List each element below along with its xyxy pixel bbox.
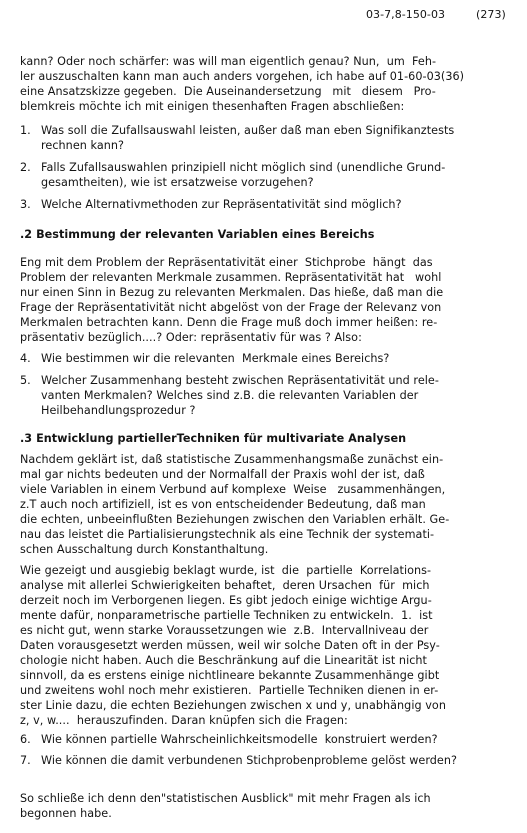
paragraph-line: Problem der relevanten Merkmale zusammen. Repräsentativität hat wohl — [20, 271, 442, 284]
paragraph-line: Wie gezeigt und ausgiebig beklagt wurde, ist die partielle Korrelations- — [20, 564, 432, 577]
question-number: 4. — [20, 352, 31, 365]
question-text: gesamtheiten), wie ist ersatzweise vorzugehen? — [41, 176, 314, 189]
question-number: 6. — [20, 733, 31, 746]
paragraph-line: schen Ausschaltung durch Konstanthaltung. — [20, 543, 269, 556]
question-text: Wie bestimmen wir die relevanten Merkmale eines Bereichs? — [41, 352, 390, 365]
paragraph-line: chologie nicht haben. Auch die Beschränkung auf die Linearität ist nicht — [20, 654, 427, 667]
closing-line: begonnen habe. — [20, 807, 112, 820]
paragraph-line: die echten, unbeeinflußten Beziehungen zwischen den Variablen erhält. Ge- — [20, 513, 450, 526]
paragraph-line: Frage der Repräsentativität nicht abgelöst von der Frage der Relevanz von — [20, 301, 442, 314]
paragraph-line: mal gar nichts bedeuten und der Normalfall der Praxis wohl der ist, daß — [20, 468, 425, 481]
intro-line: blemkreis möchte ich mit einigen thesenhaften Fragen abschließen: — [20, 100, 405, 113]
closing-line: So schließe ich denn den"statistischen Ausblick" mit mehr Fragen als ich — [20, 792, 431, 805]
paragraph-line: nur einen Sinn in Bezug zu relevanten Merkmalen. Das hieße, daß man die — [20, 286, 444, 299]
paragraph-line: Eng mit dem Problem der Repräsentativität einer Stichprobe hängt das — [20, 256, 433, 269]
paragraph-line: präsentativ bezüglich....? Oder: repräsentativ für was ? Also: — [20, 331, 362, 344]
question-text: Welche Alternativmethoden zur Repräsentativität sind möglich? — [41, 198, 402, 211]
paragraph-line: mente dafür, nonparametrische partielle Techniken zu entwickeln. 1. ist — [20, 609, 433, 622]
question-number: 2. — [20, 161, 31, 174]
paragraph-line: viele Variablen in einem Verbund auf komplexe Weise zusammenhängen, — [20, 483, 446, 496]
paragraph-line: sinnvoll, da es erstens einige nichtlineare bekannte Zusammenhänge gibt — [20, 669, 440, 682]
question-number: 7. — [20, 754, 31, 767]
question-text: rechnen kann? — [41, 139, 125, 152]
section-heading: .2 Bestimmung der relevanten Variablen eines Bereichs — [20, 228, 375, 241]
question-number: 5. — [20, 374, 31, 387]
question-number: 3. — [20, 198, 31, 211]
question-text: Wie können partielle Wahrscheinlichkeitsmodelle konstruiert werden? — [41, 733, 438, 746]
question-text: Wie können die damit verbundenen Stichprobenprobleme gelöst werden? — [41, 754, 457, 767]
intro-line: kann? Oder noch schärfer: was will man eigentlich genau? Nun, um Feh- — [20, 55, 437, 68]
paragraph-line: und zweitens wohl noch mehr existieren. Partielle Techniken dienen in er- — [20, 684, 439, 697]
section-heading: .3 Entwicklung partiellerTechniken für multivariate Analysen — [20, 432, 407, 445]
question-number: 1. — [20, 124, 31, 137]
question-text: vanten Merkmalen? Welches sind z.B. die relevanten Variablen der — [41, 389, 419, 402]
paragraph-line: nau das leistet die Partialisierungstechnik als eine Technik der systemati- — [20, 528, 435, 541]
paragraph-line: z.T auch noch artifiziell, ist es von entscheidender Bedeutung, daß man — [20, 498, 426, 511]
paragraph-line: Nachdem geklärt ist, daß statistische Zusammenhangsmaße zunächst ein- — [20, 453, 444, 466]
intro-line: ler auszuschalten kann man auch anders vorgehen, ich habe auf 01-60-03(36) — [20, 70, 465, 83]
paragraph-line: ster Linie dazu, die echten Beziehungen zwischen x und y, unabhängig von — [20, 699, 446, 712]
question-text: Heilbehandlungsprozedur ? — [41, 404, 196, 417]
question-text: Falls Zufallsauswahlen prinzipiell nicht möglich sind (unendliche Grund- — [41, 161, 446, 174]
paragraph-line: analyse mit allerlei Schwierigkeiten behaftet, deren Ursachen für mich — [20, 579, 430, 592]
paragraph-line: es nicht gut, wenn starke Voraussetzungen wie z.B. Intervallniveau der — [20, 624, 429, 637]
page-number: (273) — [476, 8, 506, 21]
paragraph-line: derzeit noch im Verborgenen liegen. Es gibt jedoch einige wichtige Argu- — [20, 594, 432, 607]
paragraph-line: z, v, w.... herauszufinden. Daran knüpfen sich die Fragen: — [20, 714, 348, 727]
paragraph-line: Daten vorausgesetzt werden müssen, weil wir solche Daten oft in der Psy- — [20, 639, 440, 652]
page-reference: 03-7,8-150-03 — [366, 8, 446, 21]
paragraph-line: Merkmalen betrachten kann. Denn die Frage muß doch immer heißen: re- — [20, 316, 438, 329]
question-text: Welcher Zusammenhang besteht zwischen Repräsentativität und rele- — [41, 374, 439, 387]
question-text: Was soll die Zufallsauswahl leisten, außer daß man eben Signifikanztests — [41, 124, 455, 137]
intro-line: eine Ansatzskizze gegeben. Die Auseinandersetzung mit diesem Pro- — [20, 85, 436, 98]
